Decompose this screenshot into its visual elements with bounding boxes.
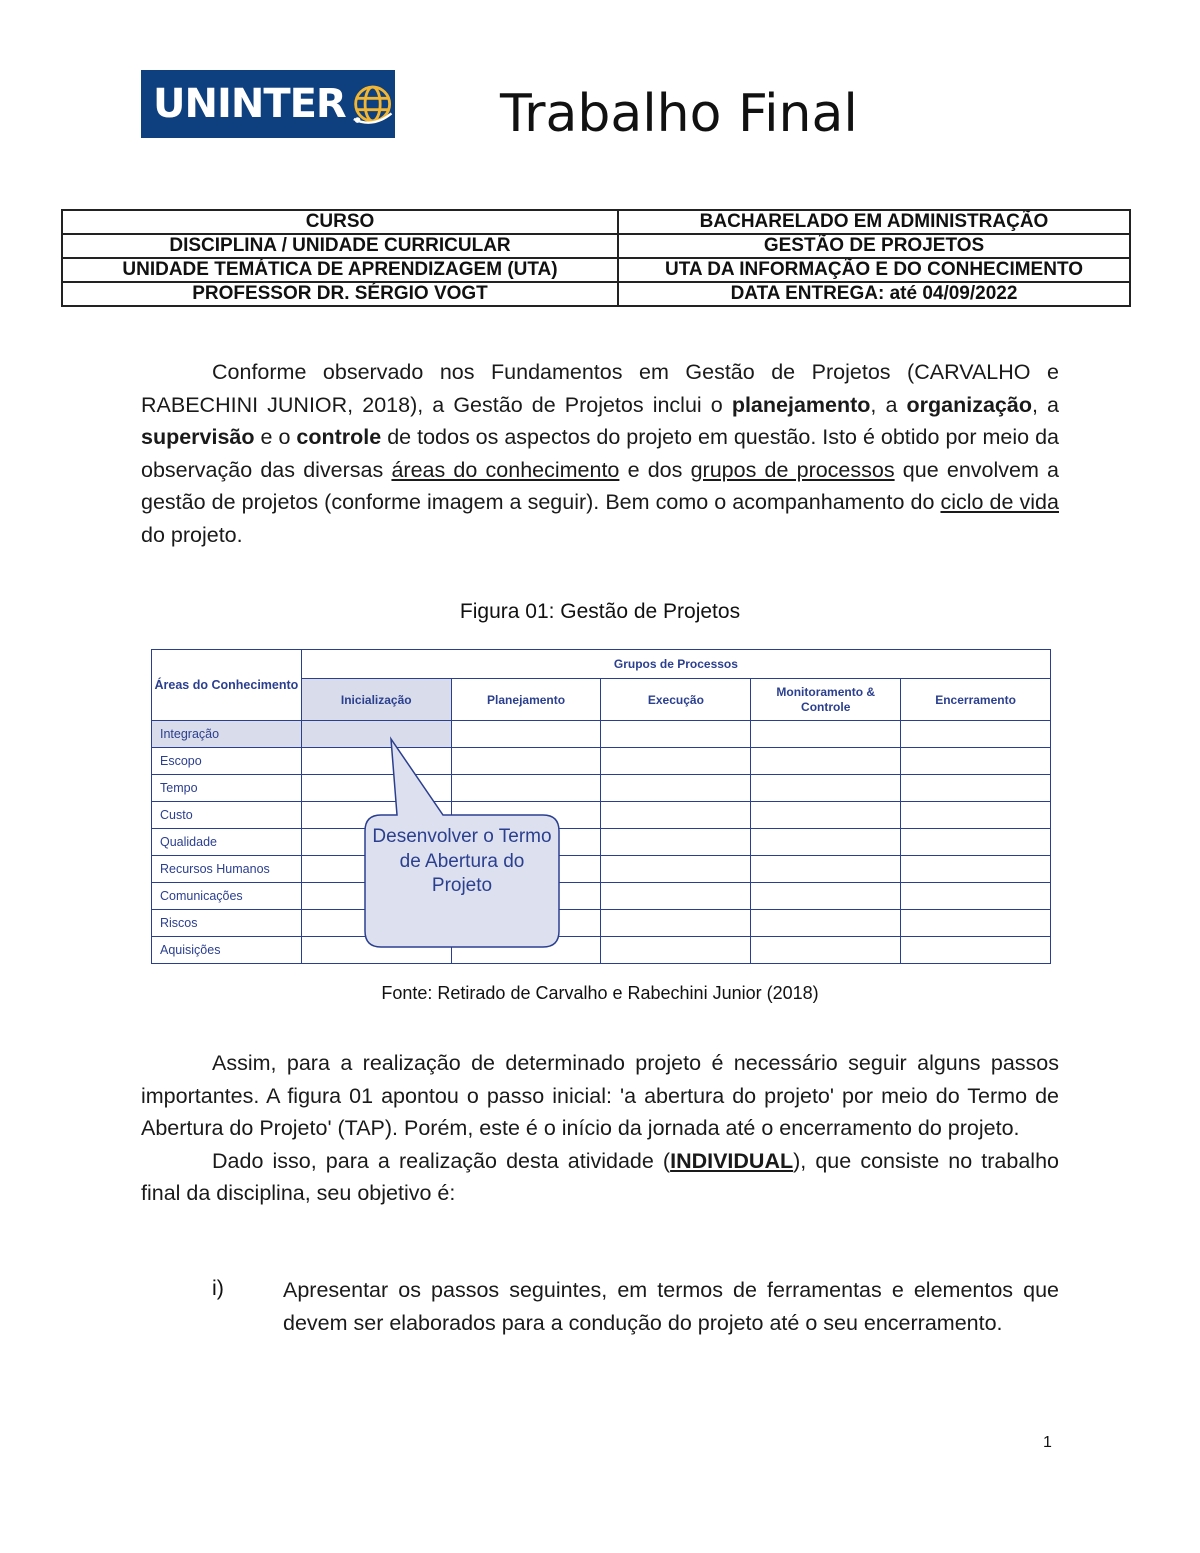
info-row [62,210,1130,234]
underlined-term: grupos de processos [690,457,895,482]
body-paragraphs [141,1047,1059,1210]
info-row [62,282,1130,306]
text-run: , a [1031,392,1060,417]
globe-icon [350,80,395,128]
bold-term: supervisão [141,425,255,449]
underlined-term: áreas do conhecimento [391,457,620,482]
knowledge-area: Tempo [152,775,302,802]
info-label: CURSO [62,210,618,234]
process-group: Execução [601,679,751,721]
text-run: Dado isso, para a realização desta atividade ( [212,1148,671,1173]
paragraph-objective [141,1145,1059,1210]
callout-text: Desenvolver o Termo de Abertura do Projeto [372,826,552,896]
text-run: que envolvem a gestão de projetos (conforme imagem a seguir). Bem como o acompanhamento do [141,457,1060,514]
knowledge-area: Escopo [152,748,302,775]
callout-bubble [151,649,1051,973]
info-label: DISCIPLINA / UNIDADE CURRICULAR [62,234,618,258]
process-group: Planejamento [451,679,601,721]
info-row [62,258,1130,282]
knowledge-area: Comunicações [152,883,302,910]
figure-source: Fonte: Retirado de Carvalho e Rabechini Junior (2018) [381,983,819,1003]
uninter-logo [141,70,395,138]
text-run: , a [870,392,907,417]
knowledge-area: Qualidade [152,829,302,856]
knowledge-area: Custo [152,802,302,829]
page-number: 1 [1043,1434,1052,1451]
list-item: Apresentar os passos seguintes, em termos de ferramentas e elementos que devem ser elaborados para a condução do projeto até o seu encerramento. [283,1278,1059,1335]
text-run: e o [254,425,297,449]
info-value: UTA DA INFORMAÇÃO E DO CONHECIMENTO [618,258,1130,282]
process-group: Monitoramento & Controle [751,679,901,721]
info-value: DATA ENTREGA: até 04/09/2022 [618,282,1130,306]
info-label: UNIDADE TEMÁTICA DE APRENDIZAGEM (UTA) [62,258,618,282]
process-group: Encerramento [901,679,1051,721]
list-marker: i) [212,1276,224,1300]
logo-text: UNINTER [153,81,346,127]
process-group: Inicialização [301,679,451,721]
info-label: PROFESSOR DR. SÉRGIO VOGT [62,282,618,306]
knowledge-area: Aquisições [152,937,302,964]
underlined-term: ciclo de vida [940,490,1059,514]
bold-term: organização [906,392,1032,417]
process-groups-header: Grupos de Processos [301,650,1050,679]
info-value: BACHARELADO EM ADMINISTRAÇÃO [618,210,1130,234]
info-row [62,234,1130,258]
knowledge-area: Riscos [152,910,302,937]
bold-term: planejamento [731,392,871,417]
bold-term: INDIVIDUAL [670,1148,794,1173]
knowledge-areas-header: Áreas do Conhecimento [152,650,302,721]
text-run: Conforme observado nos Fundamentos em Gestão de Projetos (CARVALHO e RABECHINI JUNIOR, 2018), a Gestão de Projetos inclui o [141,360,1059,417]
text-run: de todos os aspectos do projeto em questão. Isto é obtido por meio da observação das diversas [141,425,1059,482]
intro-paragraph [141,356,1059,551]
project-management-figure [151,649,1051,973]
text-run: do projeto. [141,522,243,547]
course-info-table [61,209,1131,307]
knowledge-area: Recursos Humanos [152,856,302,883]
figure-caption: Figura 01: Gestão de Projetos [459,600,741,623]
page-title: Trabalho Final [500,84,858,144]
paragraph-steps: Assim, para a realização de determinado projeto é necessário seguir alguns passos importantes. A figura 01 apontou o passo inicial: 'a abertura do projeto' por meio do Termo de Abertura do Projeto' (TAP). Porém, este é o início da jornada até o encerramento do projeto. [141,1051,1059,1140]
knowledge-area: Integração [152,721,302,748]
info-value: GESTÃO DE PROJETOS [618,234,1130,258]
bold-term: controle [296,425,382,449]
text-run: e dos [619,457,691,482]
text-run: ), que consiste no trabalho final da disciplina, seu objetivo é: [141,1148,1059,1205]
